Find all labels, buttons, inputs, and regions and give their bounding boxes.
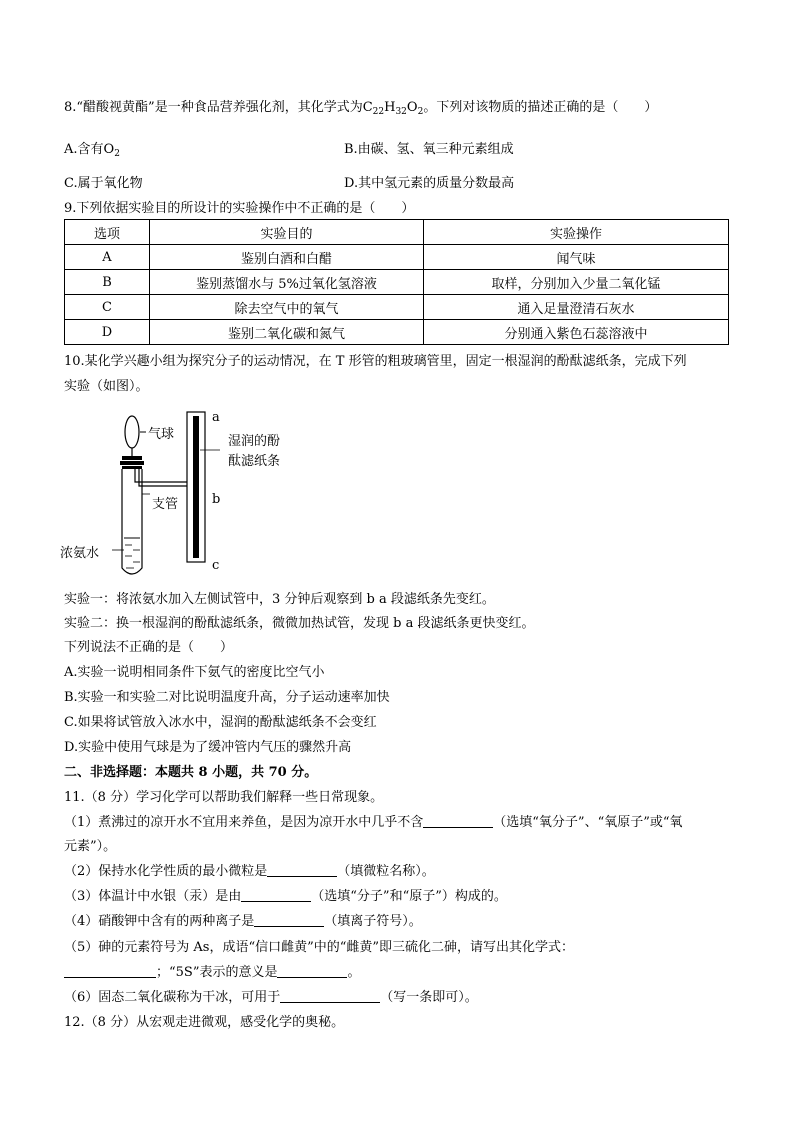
filter-paper-label-line1: 湿润的酚 (228, 434, 281, 449)
q11-part-5-cont (64, 964, 361, 982)
q10-ask: 下列说法不正确的是（ ） (64, 640, 234, 655)
section-2-heading: 二、非选择题：本题共 8 小题，共 70 分。 (64, 765, 318, 780)
table-cell: 闻气味 (424, 245, 729, 270)
q11-part-4-hint: （填离子符号）。 (324, 914, 422, 929)
answer-blank[interactable] (254, 913, 324, 927)
q10-experiment-1: 实验一：将浓氨水加入左侧试管中，3 分钟后观察到 b a 段滤纸条先变红。 (64, 592, 495, 607)
q11-part-2-hint: （填微粒名称）。 (337, 864, 435, 879)
q8-option-a-sub: 2 (114, 149, 120, 159)
t-tube-apparatus-figure (60, 410, 322, 580)
q8-stem (64, 99, 657, 117)
answer-blank[interactable] (277, 964, 347, 978)
q8-option-d: D.其中氢元素的质量分数最高 (344, 176, 515, 191)
table-cell: 除去空气中的氧气 (150, 295, 424, 320)
q10-stem-line2: 实验（如图）。 (64, 379, 149, 394)
q11-part-1-text: （1）煮沸过的凉开水不宜用来养鱼，是因为凉开水中几乎不含 (64, 815, 424, 830)
q9-stem: 9.下列依据实验目的所设计的实验操作中不正确的是（ ） (64, 201, 415, 216)
table-cell: B (65, 270, 150, 295)
answer-blank[interactable] (241, 888, 311, 902)
q8-stem-tail: 。下列对该物质的描述正确的是（ ） (423, 100, 658, 115)
q11-stem: 11.（8 分）学习化学可以帮助我们解释一些日常现象。 (64, 790, 384, 805)
q11-part-5-end: 。 (347, 965, 361, 980)
table-row (65, 270, 729, 295)
q10-experiment-2: 实验二：换一根湿润的酚酞滤纸条，微微加热试管，发现 b a 段滤纸条更快变红。 (64, 616, 535, 631)
table-header-row (65, 220, 729, 245)
q10-option-d: D.实验中使用气球是为了缓冲管内气压的骤然升高 (64, 740, 352, 755)
table-cell: A (65, 245, 150, 270)
q11-part-3-text: （3）体温计中水银（汞）是由 (64, 889, 242, 904)
table-cell: 鉴别白酒和白醋 (150, 245, 424, 270)
q11-part-1-cont: 元素”）。 (64, 839, 117, 854)
table-header-cell: 选项 (65, 220, 150, 245)
q10-option-c: C.如果将试管放入冰水中，湿润的酚酞滤纸条不会变红 (64, 715, 377, 730)
filter-paper-label-line2: 酞滤纸条 (228, 454, 281, 469)
branch-pipe-label: 支管 (152, 497, 179, 512)
q11-part-5-text: ；“5S”表示的意义是 (156, 965, 278, 980)
table-row (65, 320, 729, 345)
q8-formula-sub-h: 32 (395, 107, 407, 117)
q12-stem: 12.（8 分）从宏观走进微观，感受化学的奥秘。 (64, 1015, 345, 1030)
q11-part-6-text: （6）固态二氧化碳称为干冰，可用于 (64, 990, 281, 1005)
q11-part-6-hint: （写一条即可）。 (380, 990, 478, 1005)
q9-table (64, 219, 729, 345)
table-header-cell: 实验目的 (150, 220, 424, 245)
q11-part-2 (64, 863, 435, 881)
table-cell: 通入足量澄清石灰水 (424, 295, 729, 320)
q10-option-a: A.实验一说明相同条件下氨气的密度比空气小 (64, 665, 325, 680)
q11-part-4 (64, 913, 422, 931)
table-row (65, 245, 729, 270)
answer-blank[interactable] (64, 964, 156, 978)
q8-formula-h: H (384, 100, 396, 115)
point-c-label: c (212, 558, 220, 573)
answer-blank[interactable] (280, 989, 380, 1003)
point-b-label: b (212, 492, 221, 507)
q11-part-6 (64, 989, 478, 1007)
ammonia-label: 浓氨水 (60, 546, 100, 561)
q11-part-4-text: （4）硝酸钾中含有的两种离子是 (64, 914, 255, 929)
q11-part-3 (64, 888, 507, 906)
q11-part-1-hint: （选填“氧分子”、“氧原子”或“氧 (493, 815, 683, 830)
q8-option-a-text: A.含有O (64, 142, 115, 157)
table-cell: 分别通入紫色石蕊溶液中 (424, 320, 729, 345)
answer-blank[interactable] (423, 814, 493, 828)
table-cell: 鉴别蒸馏水与 5%过氧化氢溶液 (150, 270, 424, 295)
table-header-cell: 实验操作 (424, 220, 729, 245)
table-row (65, 295, 729, 320)
q11-part-3-hint: （选填“分子”和“原子”）构成的。 (311, 889, 507, 904)
table-cell: 鉴别二氧化碳和氮气 (150, 320, 424, 345)
point-a-label: a (212, 410, 220, 425)
q8-option-a (64, 141, 120, 159)
q8-stem-text: 8.“醋酸视黄酯”是一种食品营养强化剂，其化学式为C (64, 100, 373, 115)
q8-option-c: C.属于氧化物 (64, 176, 143, 191)
q8-option-b: B.由碳、氢、氧三种元素组成 (344, 142, 514, 157)
q11-part-5: （5）砷的元素符号为 As，成语“信口雌黄”中的“雌黄”即三硫化二砷，请写出其化学式： (64, 940, 575, 955)
table-cell: D (65, 320, 150, 345)
table-cell: C (65, 295, 150, 320)
q11-part-2-text: （2）保持水化学性质的最小微粒是 (64, 864, 268, 879)
q8-formula-sub-o: 2 (417, 107, 424, 117)
balloon-label: 气球 (148, 427, 175, 442)
q10-stem-line1: 10.某化学兴趣小组为探究分子的运动情况，在 T 形管的粗玻璃管里，固定一根湿润的酚酞滤纸条，完成下列 (64, 354, 687, 369)
answer-blank[interactable] (267, 863, 337, 877)
q11-part-1 (64, 814, 683, 832)
q8-formula-o: O (406, 100, 418, 115)
table-cell: 取样，分别加入少量二氧化锰 (424, 270, 729, 295)
q10-option-b: B.实验一和实验二对比说明温度升高，分子运动速率加快 (64, 690, 390, 705)
q8-formula-sub-c: 22 (372, 107, 385, 117)
